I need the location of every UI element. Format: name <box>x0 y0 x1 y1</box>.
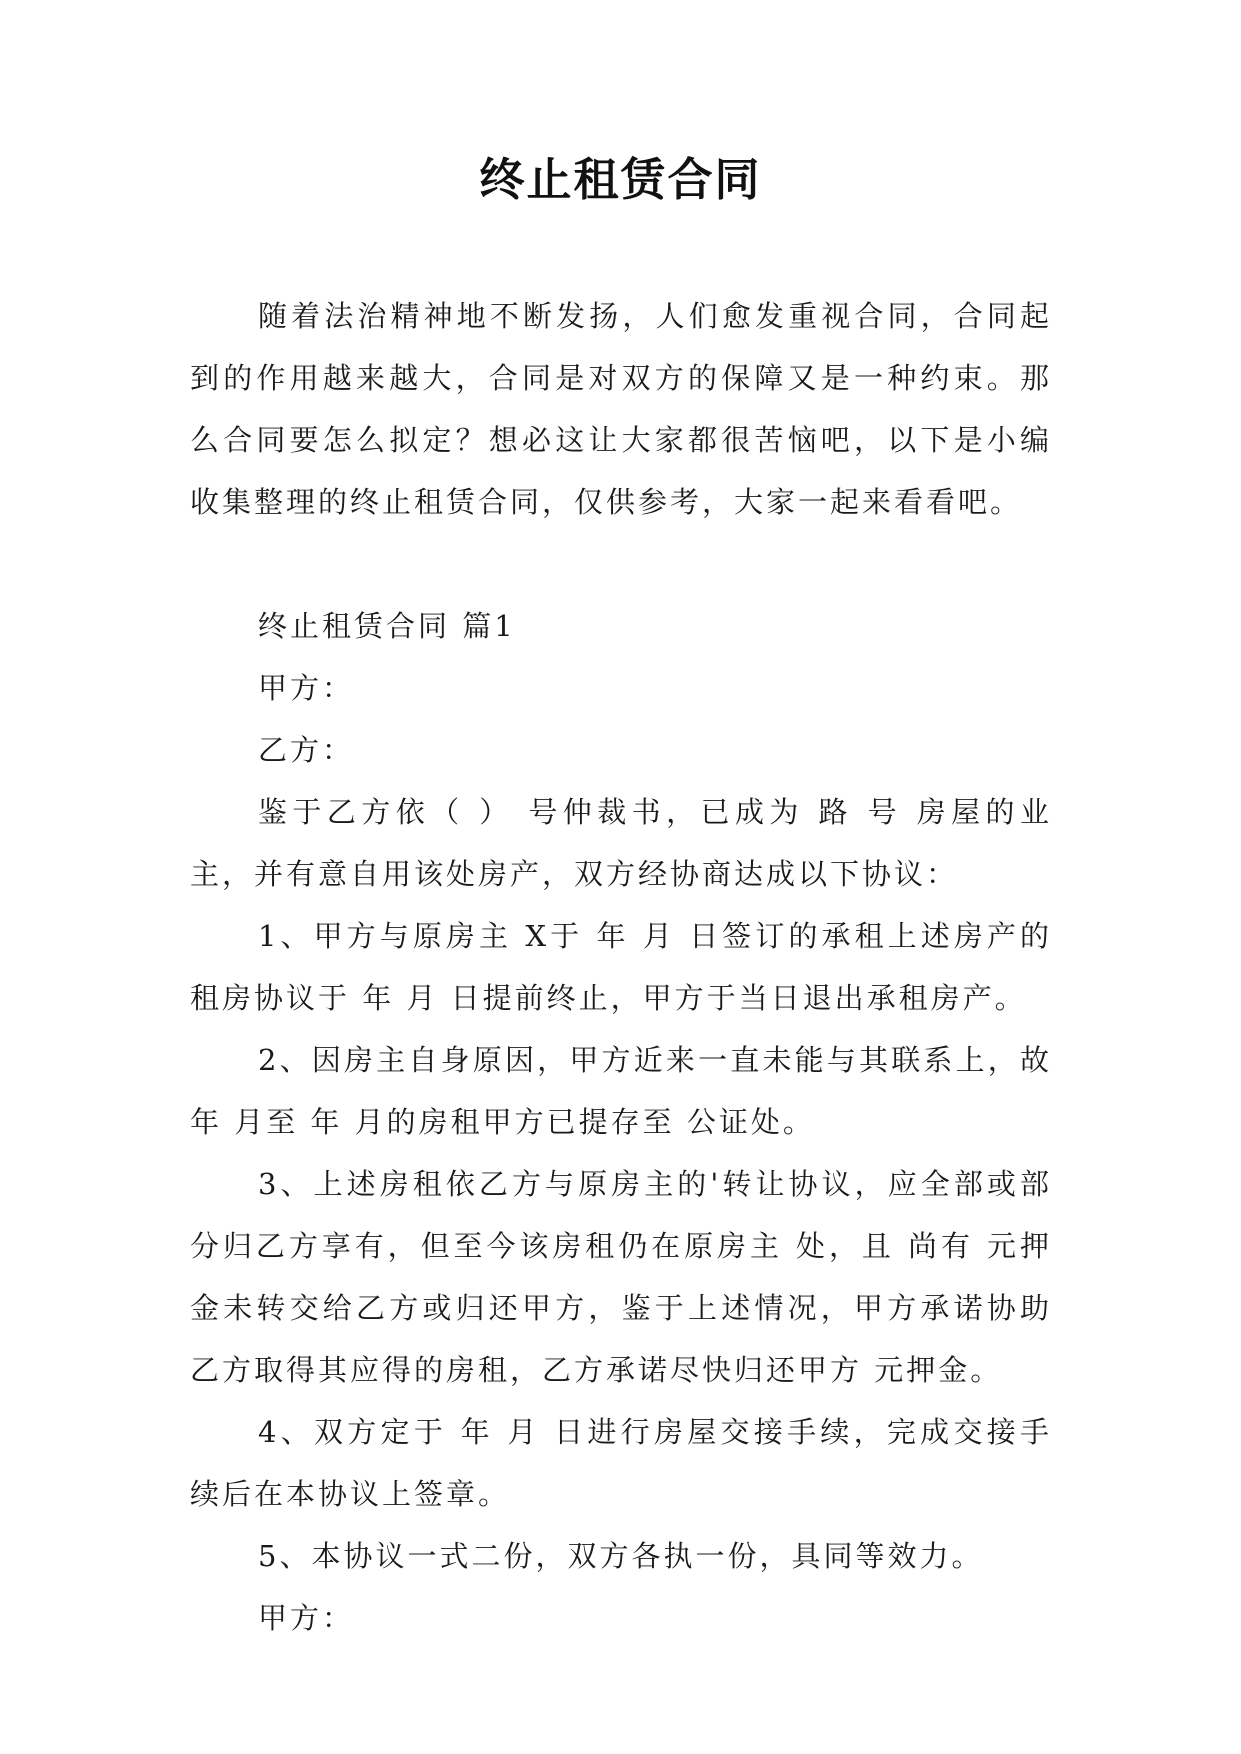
preamble-paragraph: 鉴于乙方依（ ） 号仲裁书，已成为 路 号 房屋的业主，并有意自用该处房产，双方经协商达成以下协议： <box>190 795 1052 891</box>
document-title: 终止租赁合同 <box>479 153 762 206</box>
clause-5: 5、本协议一式二份，双方各执一份，具同等效力。 <box>258 1539 984 1573</box>
document-body <box>190 285 1052 1649</box>
intro-paragraph: 随着法治精神地不断发扬，人们愈发重视合同，合同起到的作用越来越大，合同是对双方的保障又是一种约束。那么合同要怎么拟定？想必这让大家都很苦恼吧，以下是小编收集整理的终止租赁合同，仅供参考，大家一起来看看吧。 <box>190 299 1052 519</box>
clause-4: 4、双方定于 年 月 日进行房屋交接手续，完成交接手续后在本协议上签章。 <box>190 1415 1052 1511</box>
clause-2: 2、因房主自身原因，甲方近来一直未能与其联系上，故 年 月至 年 月的房租甲方已提存至 公证处。 <box>190 1043 1052 1139</box>
party-b-label: 乙方： <box>258 733 355 767</box>
section-heading: 终止租赁合同 篇1 <box>258 609 516 643</box>
party-a-label: 甲方： <box>258 671 355 705</box>
signature-party-a-label: 甲方： <box>258 1601 355 1635</box>
clause-1: 1、甲方与原房主 X于 年 月 日签订的承租上述房产的租房协议于 年 月 日提前终止，甲方于当日退出承租房产。 <box>190 919 1052 1015</box>
clause-3: 3、上述房租依乙方与原房主的'转让协议，应全部或部分归乙方享有，但至今该房租仍在原房主 处，且 尚有 元押金未转交给乙方或归还甲方，鉴于上述情况，甲方承诺协助乙方取得其应得的房租，乙方承诺尽快归还甲方 元押金。 <box>190 1167 1052 1387</box>
